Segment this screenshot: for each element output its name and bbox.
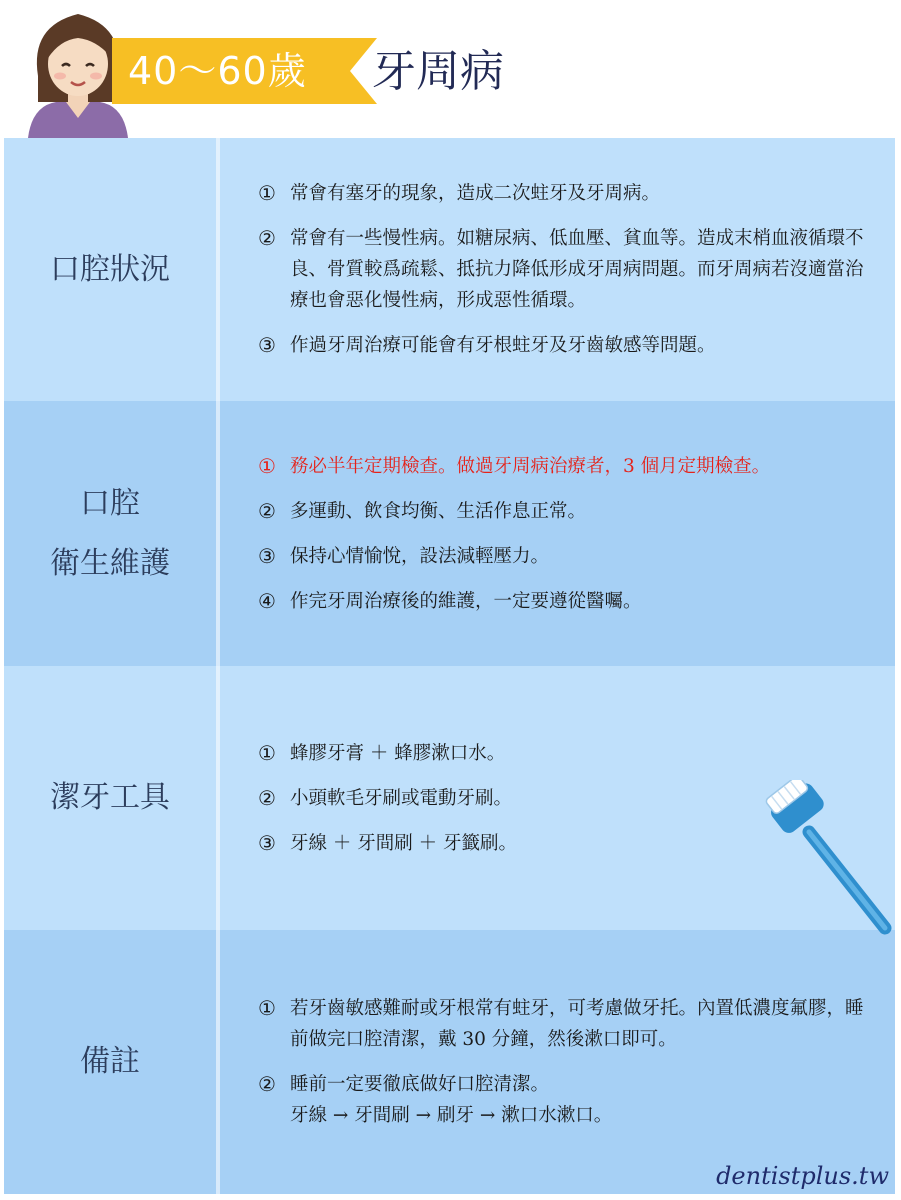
age-range-label: 40～60歲 [128, 49, 307, 93]
item-number: ③ [258, 333, 276, 357]
list-item [258, 178, 895, 209]
item-text: 蜂膠牙膏 ＋ 蜂膠漱口水。 [290, 742, 506, 764]
list-item [258, 541, 895, 572]
item-text: 多運動、飲食均衡、生活作息正常。 [290, 500, 587, 522]
info-table [4, 138, 895, 1194]
row-label-line: 備註 [80, 1044, 140, 1079]
row-oral-hygiene [4, 401, 895, 666]
item-number: ③ [258, 830, 276, 855]
item-text: 常會有一些慢性病。如糖尿病、低血壓、貧血等。造成末梢血液循環不良、骨質較爲疏鬆、抵抗力降低形成牙周病問題。而牙周病若沒適當治療也會惡化慢性病，形成惡性循環。 [290, 228, 864, 311]
item-text: 牙線 ＋ 牙間刷 ＋ 牙籤刷。 [290, 832, 518, 854]
page-title: 牙周病 [372, 46, 504, 97]
list-item-highlight [258, 451, 895, 482]
item-text-line: 睡前一定要徹底做好口腔清潔。 [290, 1074, 550, 1095]
list-item [258, 496, 895, 527]
row-label-line: 口腔狀況 [50, 251, 170, 287]
item-number: ② [258, 1072, 276, 1096]
row-label-line: 口腔 [80, 485, 140, 521]
item-text: 若牙齒敏感難耐或牙根常有蛀牙，可考慮做牙托。內置低濃度氟膠，睡前做完口腔清潔，戴 30 分鐘，然後漱口即可。 [290, 998, 864, 1050]
row-content [220, 401, 895, 666]
item-text: 作過牙周治療可能會有牙根蛀牙及牙齒敏感等問題。 [290, 335, 716, 356]
item-text: 小頭軟毛牙刷或電動牙刷。 [290, 787, 513, 809]
site-signature: dentistplus.tw [716, 1162, 889, 1190]
row-label [4, 138, 216, 401]
row-label-line: 潔牙工具 [50, 780, 170, 815]
item-number: ① [258, 453, 276, 478]
row-label [4, 666, 216, 930]
row-content [220, 138, 895, 401]
header [0, 0, 901, 138]
list-item [258, 330, 895, 361]
row-notes [4, 930, 895, 1194]
toothbrush-icon [765, 780, 895, 940]
row-cleaning-tools [4, 666, 895, 930]
row-label-line: 衛生維護 [50, 545, 170, 581]
list-item [258, 223, 895, 316]
item-number: ① [258, 996, 276, 1020]
item-number: ② [258, 498, 276, 523]
list-item [258, 993, 895, 1055]
row-oral-condition [4, 138, 895, 401]
item-number: ② [258, 785, 276, 810]
item-number: ④ [258, 588, 276, 613]
item-number: ③ [258, 543, 276, 568]
row-label [4, 930, 216, 1194]
item-number: ① [258, 740, 276, 765]
column-divider [216, 138, 220, 1194]
list-item [258, 586, 895, 617]
row-content [220, 930, 895, 1194]
item-text [290, 1069, 895, 1131]
item-text: 保持心情愉悅，設法減輕壓力。 [290, 545, 550, 567]
item-text: 常會有塞牙的現象，造成二次蛀牙及牙周病。 [290, 183, 661, 204]
item-text: 務必半年定期檢查。做過牙周病治療者，3 個月定期檢查。 [290, 455, 771, 477]
row-label [4, 401, 216, 666]
list-item [258, 1069, 895, 1131]
list-item [258, 738, 895, 769]
item-number: ① [258, 181, 276, 205]
item-text: 作完牙周治療後的維護，一定要遵從醫囑。 [290, 590, 642, 612]
item-text-line: 牙線 → 牙間刷 → 刷牙 → 漱口水漱口。 [290, 1105, 613, 1126]
item-number: ② [258, 226, 276, 250]
